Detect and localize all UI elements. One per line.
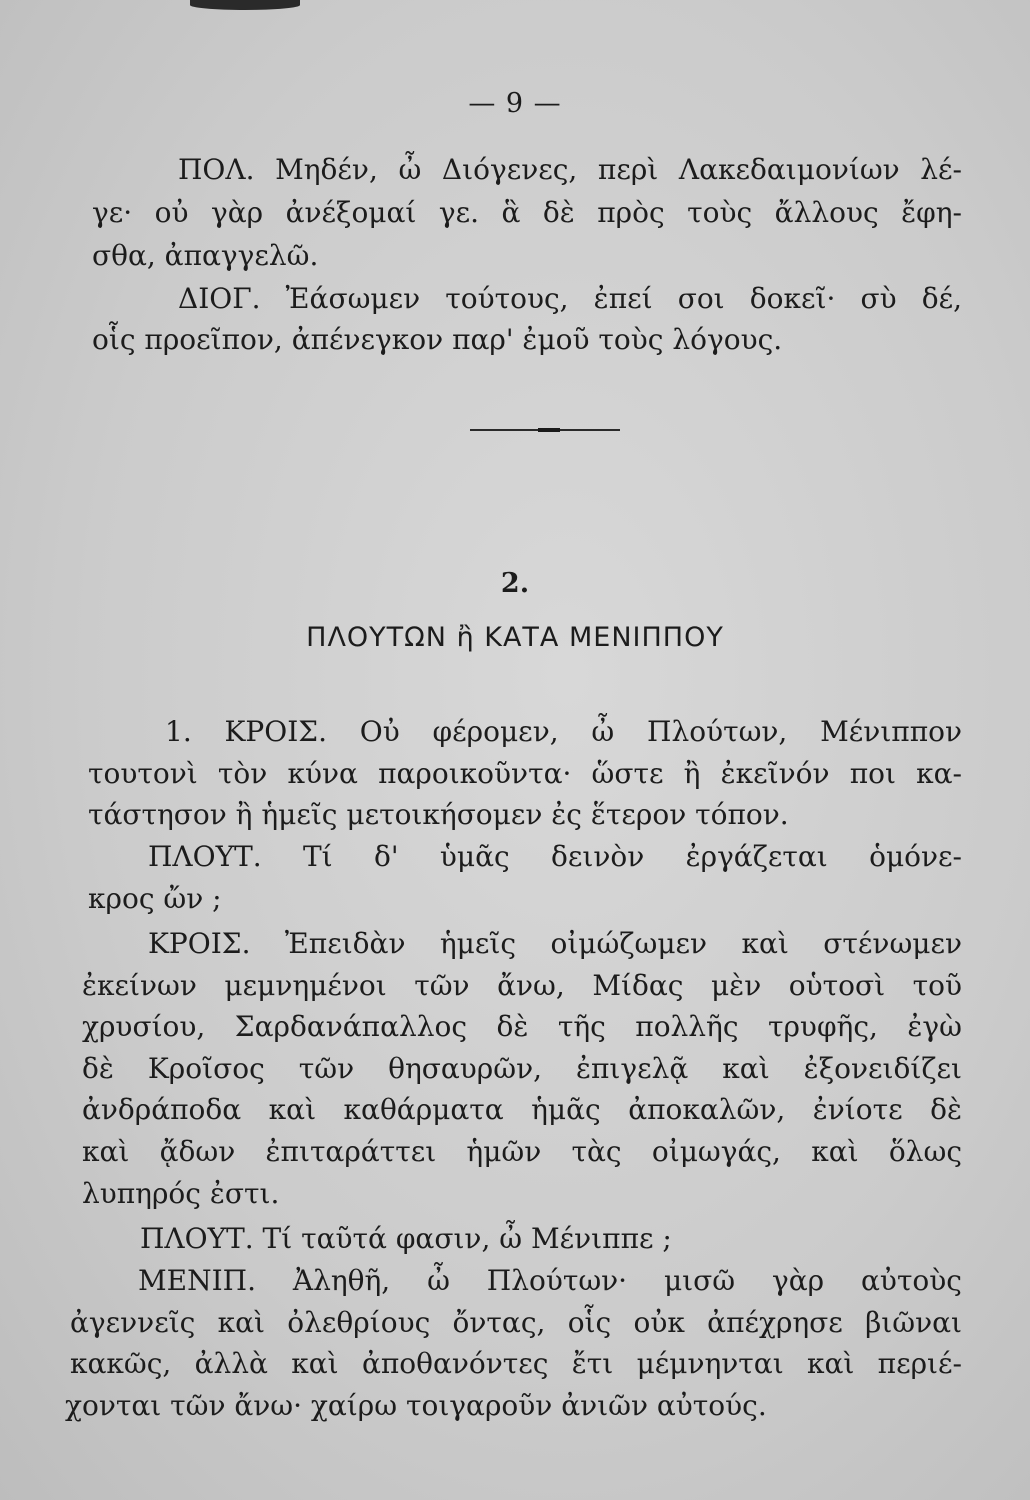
text-line: δὲ Κροῖσος τῶν θησαυρῶν, ἐπιγελᾷ καὶ ἐξονειδίζει bbox=[82, 1052, 962, 1085]
text-line: ΠΛΟΥΤ. Τί ταῦτά φασιν, ὦ Μένιππε ; bbox=[140, 1222, 672, 1255]
text-line: τουτονὶ τὸν κύνα παροικοῦντα· ὥστε ἢ ἐκεῖνόν ποι κα- bbox=[88, 757, 962, 790]
text-line: κακῶς, ἀλλὰ καὶ ἀποθανόντες ἔτι μέμνηνται καὶ περιέ- bbox=[70, 1347, 962, 1380]
text-line: τάστησον ἢ ἡμεῖς μετοικήσομεν ἐς ἕτερον τόπον. bbox=[88, 798, 789, 831]
section-title: ΠΛΟΥΤΩΝ ἢ ΚΑΤΑ ΜΕΝΙΠΠΟΥ bbox=[306, 622, 724, 653]
text-line: ΔΙΟΓ. Ἐάσωμεν τούτους, ἐπεί σοι δοκεῖ· σὺ δέ, bbox=[178, 282, 962, 315]
ink-blot bbox=[190, 0, 300, 10]
text-line: 1. ΚΡΟΙΣ. Οὐ φέρομεν, ὦ Πλούτων, Μένιππον bbox=[165, 715, 962, 748]
text-line: ἐκείνων μεμνημένοι τῶν ἄνω, Μίδας μὲν οὑτοσὶ τοῦ bbox=[82, 969, 962, 1002]
text-line: ΚΡΟΙΣ. Ἐπειδὰν ἡμεῖς οἰμώζωμεν καὶ στένωμεν bbox=[148, 927, 962, 960]
text-line: ἀγεννεῖς καὶ ὀλεθρίους ὄντας, οἷς οὐκ ἀπέχρησε βιῶναι bbox=[70, 1306, 962, 1339]
text-line: λυπηρός ἐστι. bbox=[82, 1177, 280, 1210]
text-line: χρυσίου, Σαρδανάπαλλος δὲ τῆς πολλῆς τρυφῆς, ἐγὼ bbox=[82, 1010, 962, 1043]
text-line: ἀνδράποδα καὶ καθάρματα ἡμᾶς ἀποκαλῶν, ἐνίοτε δὲ bbox=[82, 1093, 962, 1126]
text-line: κρος ὤν ; bbox=[88, 882, 222, 915]
section-divider bbox=[470, 429, 620, 432]
text-line: οἷς προεῖπον, ἀπένεγκον παρ' ἐμοῦ τοὺς λόγους. bbox=[92, 323, 783, 356]
text-line: χονται τῶν ἄνω· χαίρω τοιγαροῦν ἀνιῶν αὐτούς. bbox=[65, 1389, 767, 1422]
text-line: ΠΛΟΥΤ. Τί δ' ὑμᾶς δεινὸν ἐργάζεται ὁμόνε- bbox=[148, 840, 962, 873]
text-line: ΜΕΝΙΠ. Ἀληθῆ, ὦ Πλούτων· μισῶ γὰρ αὐτοὺς bbox=[138, 1264, 962, 1297]
text-line: καὶ ᾄδων ἐπιταράττει ἡμῶν τὰς οἰμωγάς, καὶ ὅλως bbox=[82, 1135, 962, 1168]
text-line: σθα, ἀπαγγελῶ. bbox=[92, 239, 319, 272]
text-line: ΠΟΛ. Μηδέν, ὦ Διόγενες, περὶ Λακεδαιμονίων λέ- bbox=[178, 153, 962, 186]
text-line: γε· οὐ γὰρ ἀνέξομαί γε. ἃ δὲ πρὸς τοὺς ἄλλους ἔφη- bbox=[92, 196, 962, 229]
section-number: 2. bbox=[500, 568, 530, 599]
page-number: — 9 — bbox=[468, 88, 562, 119]
